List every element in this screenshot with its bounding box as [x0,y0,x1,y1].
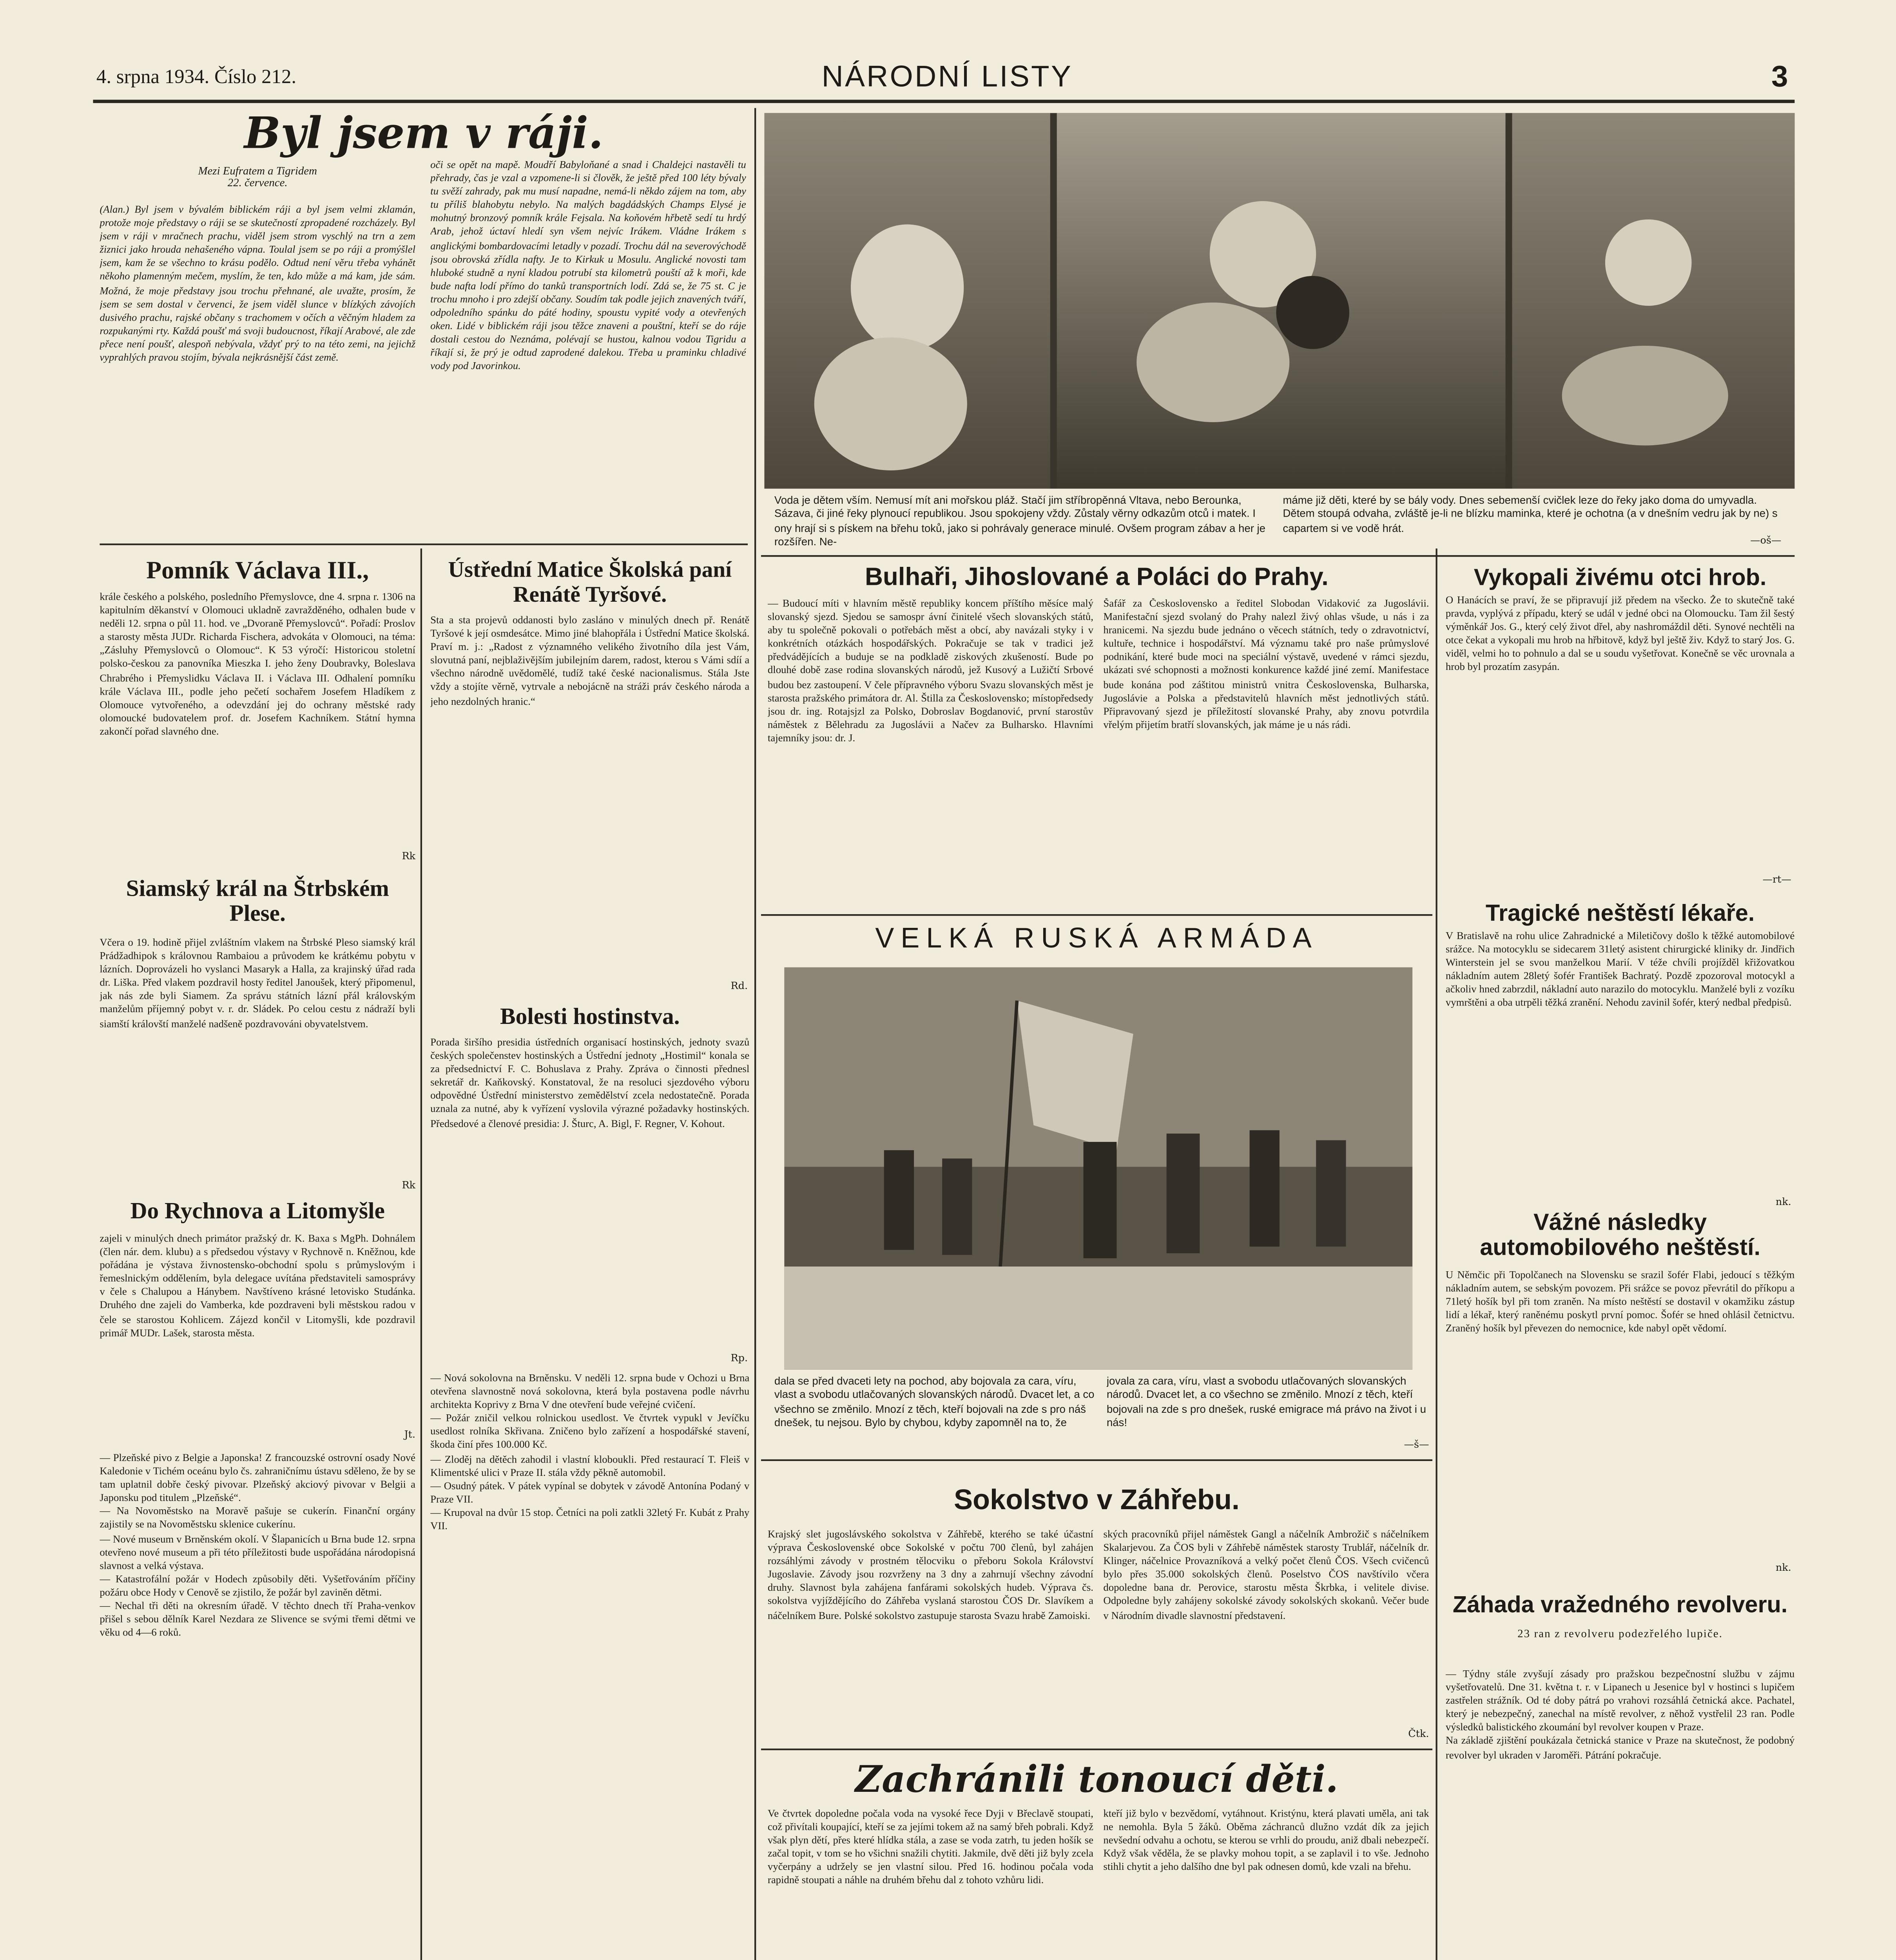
sokolstvo-text-col1: Krajský slet jugoslávského sokolstva v Záhřebě, kterého se také účastní výprava Československé obce Sokolské v počtu 700 členů, byl zahájen rozsáhlými závody v prostném tělocviku o přeboru Sokola Království Jugoslavie. Závody jsou rozvrženy na 3 dny a zahrnují všechny závodní druhy. Slavnost byla zahájena fanfárami sokolských hudeb. Výprava čs. sokolstva vyjíždějícího do Záhřeba vyslaná starostou ČOS Dr. Slavíkem a náčelníkem Bure. Polské sokolstvo zastupuje starosta Svazu hrabě Zamoiski. [767,1529,1093,1622]
section-rule [761,914,1432,916]
bolesti-text: Porada širšího presidia ústředních organisací hostinských, jednoty svazů českých společenstev hostinských a Ústřední jednoty „Hostimil“ konala se za předsednictví F. C. Bohuslava z Prahy. Zpráva o činnosti přednesl sekretář dr. Kaňkovský. Konstatoval, že na resoluci sjezdového výboru odpovědné Ústřední ministerstvo zemědělství zcela nedostatečně. Porada uznala za nutné, aby k vyřízení vyslovila výrazné požadavky hostinských. Předsedové a členové presidia: J. Šturc, A. Bigl, F. Regner, V. Kohout. [430,1037,750,1130]
armada-caption-right: jovala za cara, víru, vlast a svobodu utlačovaných slovanských národů. Dvacet let, a co všechno se změnilo. Mnozí z těch, kteří bojovali na zde s pro dnešek, ruské emigrace má právo na život i u nás! [1106,1376,1426,1430]
headline-matice: Ústřední Matice Školská paní Renátě Tyršové. [448,557,732,606]
section-rule [761,1459,1432,1461]
sokolstvo-signature: Čtk. [1408,1728,1429,1740]
zahada-subtitle: 23 ran z revolveru podezřelého lupiče. [1517,1629,1723,1641]
pomnik-signature: Rk [402,851,416,863]
short-news-mid: — Nová sokolovna na Brněnsku. V neděli 12. srpna bude v Ochozi u Brna otevřena slavnostně nová sokolovna, která byla postavena podle návrhu architekta Koprivy z Brna V dne otevření bude veřejné cvičení. — Požár zničil velkou rolnickou usedlost. Ve čtvrtek vypukl v Jevíčku usedlost rolníka Skřivana. Zničeno bylo zařízení a hospodářské stavení, škoda činí přes 100.000 Kč. — Zloděj na dětěch zahodil i vlastní kloboukli. Před restaurací T. Fleiš v Klimentské ulici v Praze II. stála vždy pěkně automobil. — Osudný pátek. V pátek vypínal se dobytek v závodě Antonína Podaný v Praze VII. — Krupoval na dvůr 15 stop. Četníci na poli zatkli 32letý Fr. Kubát z Prahy VII. [430,1373,750,1533]
rychnov-signature: Jt. [404,1429,416,1441]
short-news-left: — Plzeňské pivo z Belgie a Japonska! Z francouzské ostrovní osady Nové Kaledonie v Tichém oceánu bylo čs. zahraničnímu ústavu sděleno, že by se tam uplatnil dobře český pivovar. Plzeňský akciový pivovar v Belgii a Japonsku pod titulem „Plzeňské“. — Na Novoměstsko na Moravě pašuje se cukerín. Finanční orgány zajistily se na Novoměstsku sklenice cukerínu. — Nové museum v Brněnském okolí. V Šlapanicích u Brna bude 12. srpna otevřeno nové museum a při této příležitosti bude uspořádána národopisná slavnost a velká výstava. — Katastrofální požár v Hodech způsobily děti. Vyšetřováním příčiny požáru obce Hody v Cenově se zjistilo, že požár byl zaviněn dětmi. — Nechal tři děti na okresním úřadě. V těchto dnech tří Praha-venkov přišel s sebou dělník Karel Nezdara ze Slivence se svými třemi dětmi ve věku od 4—6 roků. [100,1452,416,1639]
bulhari-text-col1: — Budoucí míti v hlavním městě republiky koncem příštího měsíce malý slovanský sjezd. Sjedou se samospr ávní činitelé všech slovanských států, aby tu společně pokovali o potřebách měst a obcí, aby navázali styky i v konkrétních otázkách hospodářských. Pokračuje se tak v tradici jež předvádějících a buduje se na podkladě ziskových zkušeností. Bude po dlouhé době zase rodina slovanských národů, jež Kusový a Lužičtí Srbové budou bez zastoupení. V čele přípravného výboru Svazu slovanských měst je starosta pražského primátora dr. Al. Štilla za Československo; místopředsedy jsou dr. ing. Rotajsjzl za Polsko, Dobroslav Bogdanović, první starostův náměstek z Bělehradu za Jugoslávii a Načev za Bulharsko. Hlavními tajemníky jsou: dr. J. [767,598,1093,745]
zachranili-text-col2: kteří již bylo v bezvědomí, vytáhnout. Kristýnu, která plavati uměla, ani tak ne nemohla. Byla 5 žáků. Oběma záchranců dlužno vzdát dík za jejich nevšední odvahu a ochotu, se kterou se vrhli do proudu, aniž dbali nebezpečí. Když však věděla, že se plavky mohou topit, a se zaplavil i to vše. Jednoho stihli chytit a jeho dalšího dne byl pak odnesen domů, kde vzali na břehu. [1103,1808,1429,1874]
raj-text-col2: oči se opět na mapě. Moudří Babyloňané a snad i Chaldejci nastavěli tu přehrady, čas je vzal a vzpomene-li si člověk, že ještě před 100 léty bývaly tu svěží zahrady, pak mu musí napadne, nemá-li někdo zájem na tom, aby tu příliš blahobytu nebylo. Na malých bagdádských Champs Elysé je mohutný bronzový pomník krále Fejsala. Na koňovém hřbetě sedí tu hrdý Arab, jehož úctaví hledí syn všem nejvíc Irákem. Vládne Irákem s anglickými bombardovacími letadly v pozadí. Trochu dál na severovýchodě jsou obrovská zřídla nafty. Je to Kirkuk u Mosulu. Anglické novosti tam hluboké studně a nyní kladou potrubí sta kilometrů pouští až k moři, kde bude nafta lodí přímo do tanků transportních lodí. Zdá se, že 75 st. C je trochu mnoho i pro zdejší občany. Soudím tak podle jejich znavených tváří, odpoledního spánku do páté hodiny, spoustu vypité vody a otevřených oken. Lidé v biblickém ráji jsou těžce znaveni a pouštní, kteří se do ráje dostali cestou do Neznáma, polévají se hustou, kalnou vodou Tigridu a říkají si, že prý je odtud zaprodené dalekou. Třeba u praminku chladivé vody pod Javorinkou. [430,160,746,373]
headline-vykopali: Vykopali živému otci hrob. [1474,563,1767,590]
photo-children-water [764,113,1794,488]
headline-sokolstvo: Sokolstvo v Záhřebu. [953,1484,1240,1516]
vykopali-signature: —rt— [1762,874,1791,886]
lekar-signature: nk. [1775,1196,1791,1209]
photo-signature: —oš— [1750,535,1782,547]
headline-lekar: Tragické neštěstí lékaře. [1485,899,1755,926]
matice-signature: Rd. [730,980,748,993]
photo-caption-right: máme již děti, které by se bály vody. Dnes sebemenší cvičlek leze do řeky jako doma do umyvadla. Dětem stoupá odvaha, zvláště je-li ne blízku maminka, které je ochotna (a v dnešním vedru jak by ne) s capartem si ve vodě hrát. [1283,495,1778,535]
column-divider [421,548,422,1960]
headline-armada: VELKÁ RUSKÁ ARMÁDA [875,922,1318,954]
photo-russian-army [784,967,1412,1370]
vykopali-text: O Hanácích se praví, že se připravují již předem na všecko. Že to skutečně také pravda, vyplývá z případu, který se udál v jedné obci na Olomoucku. Tam žil šestý výměnkář Jos. G., který celý život dřel, aby nashromáždil děti. Synové nechtěli na otce čekat a vykopali mu hrob na hřbitově, když byl ještě živ. Když to starý Jos. G. viděl, velmi ho to pohnulo a dal se u soudu vyšetřovat. Konečně se věc urovnala a hrob byl prozatím zasypán. [1445,595,1795,674]
headline-vazne: Vážné následky automobilového neštěstí. [1480,1208,1760,1261]
siam-text: Včera o 19. hodině přijel zvláštním vlakem na Štrbské Pleso siamský král Prádžadhipok s královnou Rambaiou a průvodem ke krátkému pobytu v lázních. Doprovázeli ho vyslanci Masaryk a Halla, za krajinský úřad rada dr. Liška. Před vlakem pozdravil hosty ředitel Janoušek, který připomenul, jak nás zde byli Siamem. Za správu státních lázní přál královským manželům příjemný pobyt v. r. dr. Sládek. Po celou cestu z nádraží byli siamští královští manželé nadšeně pozdravováni obyvatelstvem. [100,937,416,1030]
masthead: NÁRODNÍ LISTY [821,60,1073,93]
vazne-text: U Němčic při Topolčanech na Slovensku se srazil šofér Flabi, jedoucí s těžkým nákladním autem, se sebským povozem. Při srážce se povoz převrátil do příkopu a 71letý hošík byl při tom zraněn. Na místo neštěstí se dostavil v okamžiku zástup lidí a lékař, který raněnému poskytl první pomoc. Šofér se hned ohlásil četnictvu. Zraněný hošík byl převezen do nemocnice, kde nabyl opět vědomí. [1445,1270,1795,1336]
section-rule [100,544,748,545]
section-rule [761,1749,1432,1750]
photo-caption-left: Voda je dětem vším. Nemusí mít ani mořskou pláž. Stačí jim stříbropěnná Vltava, nebo Berounka, Sázava, či jiné řeky plynoucí republikou. Jsou spokojeny vždy. Zůstaly věrny odkazům otců i matek. I ony hrají si s pískem na břehu toků, jako si pohrávaly generace minulé. Ovšem program zábav a her je rozšířen. Ne- [774,495,1266,549]
raj-text-col1: (Alan.) Byl jsem v bývalém biblickém ráji a byl jsem velmi zklamán, protože moje představy o ráji se se skutečností zpropadené rozcházely. Byl jsem v ráji v mračnech prachu, viděl jsem strom vyschlý na trn a zem žiznici jako hrouda nehašeného vápna. Toulal jsem se po ráji a promýšlel jsem, kam že se všechno to krásu podělo. Odtud není věru třeba vyhánět někoho plamenným mečem, myslím, že ten, kdo může a má kam, jde sám. Možná, že moje představy jsou trochu přehnané, ale uvažte, prosím, že jsem se sem dostal v červenci, že jsem viděl slunce v blízkých závojích dusivého prachu, rajské občany s trachomem v očích a věčným hladem za rozpukanými rty. Každá poušť má svoji budoucnost, říkají Arabové, ale zde přece není poušť, alespoň nebývala, vždyť prý to na této zemi, na jejichž vyprahlých pravou stojím, bývala nejkrásnější část země. [100,204,416,364]
armada-signature: —š— [1404,1439,1429,1451]
matice-text: Sta a sta projevů oddanosti bylo zasláno v minulých dnech př. Renátě Tyršové k její osmdesátce. Mimo jiné blahopřála i Ústřední Matice školská. Praví m. j.: „Radost z významného velikého životního díla jest Vám, slovutná paní, nejblaživějším jubilejním darem, radost, kterou s Vámi sdíí a všechno národně uvědomělé, tudíž také české nacionalismus. Stála Jste vždy a stojíte věrně, vytrvale a nebojácně na stráži práv českého národa a jeho nezdolných hranic.“ [430,615,750,708]
headline-zachranili: Zachránili tonoucí děti. [855,1759,1338,1802]
headline-zahada: Záhada vražedného revolveru. [1452,1590,1788,1617]
headline-bulhari: Bulhaři, Jihoslované a Poláci do Prahy. [865,563,1329,592]
lekar-text: V Bratislavě na rohu ulice Zahradnické a Miletičovy došlo k těžké automobilové srážce. Na motocyklu se sidecarem 31letý asistent chirurgické kliniky dr. Jindřich Winterstein jel se svou manželkou Marií. V téže chvíli projížděl křižovatkou nákladním autem 28letý šofér František Bachratý. Pozdě zpozoroval motocykl a ačkoliv hned zabrzdil, nákladní auto narazilo do motocyklu. Manželé byli z vozíku vymrštěni a oba utrpěli těžká zranění. Nehodu zavinil šofér, který nedbal předpisů. [1445,931,1795,1010]
headline-bolesti: Bolesti hostinstva. [500,1005,680,1031]
siam-signature: Rk [402,1180,416,1192]
zachranili-text-col1: Ve čtvrtek dopoledne počala voda na vysoké řece Dyji v Břeclavě stoupati, což přivítali koupající, kteří se za jejími tokem až na samý břeh pobrali. Když však plyn dětí, přes které hlídka stála, a zase se voda zatrh, tu jeden hošík se začal topit, v tom se ho všichni snažili chytiti. Jakmile, dvě děti již byly zcela vyčerpány a udržely se jen vlastní silou. Před 16. hodinou počala voda rapidně stoupati a náhle na druhém břehu dal z tohoto vzhůru lidi. [767,1808,1093,1887]
column-divider [1436,548,1437,1960]
issue-date: 4. srpna 1934. Číslo 212. [96,65,297,88]
section-rule [761,555,1794,557]
header-rule [93,100,1794,102]
headline-raj: Byl jsem v ráji. [244,109,604,160]
headline-rychnov: Do Rychnova a Litomyšle [130,1200,385,1225]
bolesti-signature: Rp. [730,1353,748,1365]
page-number: 3 [1771,60,1788,93]
armada-caption-left: dala se před dvaceti lety na pochod, aby bojovala za cara, víru, vlast a svobodu utlačovaných slovanských národů. Dvacet let, a co všechno se změnilo. Mnozí z těch, kteří bojovali na zde s pro náš dnešek, tu nejsou. Bylo by chybou, kdyby zapomněl na to, že [774,1376,1095,1430]
vazne-signature: nk. [1775,1562,1791,1574]
headline-pomnik: Pomník Václava III., [146,558,369,585]
raj-dateline: Mezi Eufratem a Tigridem 22. července. [198,166,317,190]
sokolstvo-text-col2: ských pracovníků přijel náměstek Gangl a náčelník Ambrožič s náčelníkem Skalarjevou. Za ČOS byli v Záhřebě náměstek starosty Trublář, náčelník dr. Klinger, náčelnice Provazníková a velký počet členů ČOS. Všech cvičenců bylo přes 35.000 sokolských členů. Poselstvo ČOS navštívilo včera dopoledne bana dr. Perovice, starostu města Škrbka, i velitele divise. Odpoledne byly zahájeny sokolské závody sokolských skokanů. Večer bude v Národním divadle slavnostní představení. [1103,1529,1429,1622]
rychnov-text: zajeli v minulých dnech primátor pražský dr. K. Baxa s MgPh. Dohnálem (člen nár. dem. klubu) a s předsedou výstavy v Rychnově n. Kněžnou, kde pořádána je výstava živnostensko-obchodní spolu s průmyslovým i řemeslnickým oddělením, byla delegace uvítána představiteli samosprávy v čele s Chalupou a Hánybem. Navštíveno krásné letovisko Studánka. Druhého dne zajeli do Vamberka, kde pozdraveni byli městskou radou v čele se starostou Kohlicem. Zájezd končil v Litomyšli, kde pozdravil primář MUDr. Lašek, starosta města. [100,1233,416,1339]
zahada-text: — Týdny stále zvyšují zásady pro pražskou bezpečnostní službu v zájmu vyšetřovatelů. Dne 31. května t. r. v Lipanech u Jesenice byl v hostinci s lupičem zastřelen strážník. Od té doby pátrá po vrahovi rozsáhlá četnická akce. Pachatel, který je nebezpečný, zanechal na místě revolver, z něhož vystřelil 23 ran. Podle výsledků balistického zkoumání byl revolver koupen v Praze. Na základě zjištění poukázala četnická stanice v Praze na skutečnost, že podobný revolver byl ukraden v Jaroměři. Pátrání pokračuje. [1445,1669,1795,1761]
column-divider [754,108,756,1960]
bulhari-text-col2: Šafář za Československo a ředitel Slobodan Vidaković za Jugoslávii. Manifestační sjezd svolaný do Prahy nalezl živý ohlas všude, u nás i za hranicemi. Na sjezdu bude jednáno o věcech státních, tedy o zdravotnictví, kultuře, technice i hospodářství. Má významu také pro naše průmyslové podnikání, které bude moci na speciální výstavě, uvedené v rámci sjezdu, ukázati své schopnosti a možnosti konkurence každé jiné zemí. Manifestace bude konána pod záštitou ministrů vnitra Československa, Bulharska, Jugoslávie a Polska a představitelů hlavních měst jednotlivých států. Připravovaný sjezd je příležitostí slovanské Prahy, aby znovu potvrdila vřelým přijetím bratří slovanských, jak máme je u nás rádi. [1103,598,1429,731]
headline-siam: Siamský král na Štrbském Plese. [126,877,389,928]
pomnik-text: krále českého a polského, posledního Přemyslovce, dne 4. srpna r. 1306 na kapitulním děkanství v Olomouci ukladně zavražděného, odhalen bude v neděli 12. srpna o půl 11. hod. ve „Dvoraně Přemyslovců“. Pořadí: Proslov a starosty města JUDr. Richarda Fischera, advokáta v Olomouci, na téma: „Zásluhy Přemyslovců o Olomouc“. K 53 výročí: Historicou stoletní polsko-českou za panovníka Mieszka I. jeho ženy Doubravky, Boleslava Chrabrého i Přemyslidku Václava II. i Václava III. Odhalení pomníku krále Václava III., podle jeho pečetí sochařem Josefem Hladíkem z Olomouce vytvořeného, a odevzdání jej do ochrany městské rady olomoucké budovatelem prof. dr. Josefem Kachníkem. Státní hymna zakončí pořad slavného dne. [100,592,416,738]
